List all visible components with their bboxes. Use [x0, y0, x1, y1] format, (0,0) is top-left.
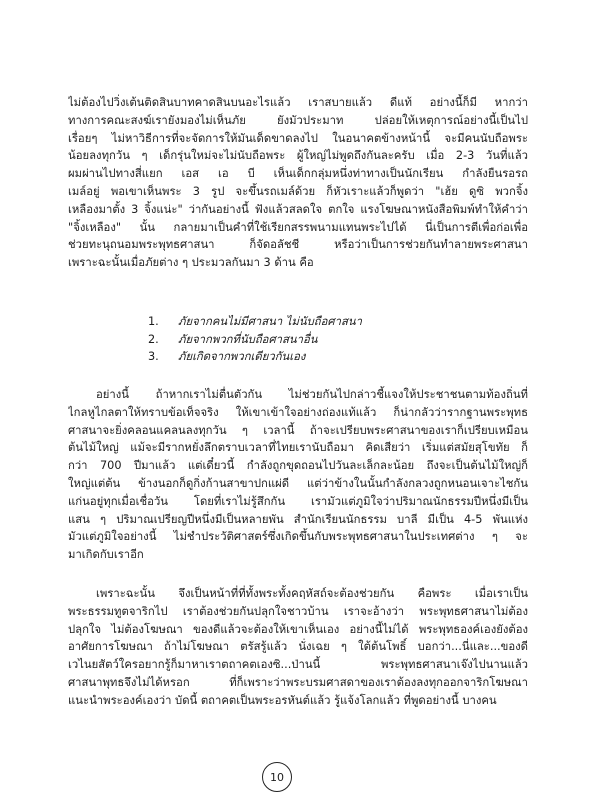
text-line: กว่า 700 ปีมาแล้ว แต่เดี๋ยวนี้ กำลังถูกขุดถอนไปวันละเล็กละน้อย ถึงจะเป็นต้นไม้ใหญ่ก็ — [68, 459, 528, 473]
text-line: แนะนำพระองค์เองว่า บัดนี้ ตถาคตเป็นพระอรหันต์แล้ว รู้แจ้งโลกแล้ว ที่พูดอย่างนี้ บางคน — [68, 693, 497, 707]
text-line: มาเกิดกับเราอีก — [68, 548, 144, 562]
text-line: ศาสนาจะยิ่งคลอนแคลนลงทุกวัน ๆ เวลานี้ ถ้าจะเปรียบพระศาสนาของเราก็เปรียบเหมือน — [68, 423, 528, 437]
list-item — [148, 313, 362, 331]
text-line: ทางการคณะสงฆ์เรายังมองไม่เห็นภัย ยังมัวประมาท ปล่อยให้เหตุการณ์อย่างนี้เป็นไป — [68, 113, 528, 127]
list-item-text: ภัยจากคนไม่มีศาสนา ไม่นับถือศาสนา — [178, 315, 362, 328]
text-line: พระธรรมทูตจาริกไป เราต้องช่วยกันปลุกใจชาวบ้าน เราจะอ้างว่า พระพุทธศาสนาไม่ต้อง — [68, 604, 528, 618]
threat-list — [148, 313, 362, 366]
paragraph-1 — [68, 94, 528, 272]
text-line: ปลุกใจ ไม่ต้องโฆษณา ของดีแล้วจะต้องให้เขาเห็นเอง อย่างนี้ไม่ได้ พระพุทธองค์เองยังต้อง — [68, 622, 528, 636]
list-item — [148, 331, 362, 349]
list-item-text: ภัยเกิดจากพวกเดียวกันเอง — [178, 350, 306, 364]
list-item-number: 2. — [148, 332, 159, 346]
text-line: แสน ๆ ปริมาณเปรียญปีหนึ่งมีเป็นหลายพัน สำนักเรียนนักธรรม บาลี มีเป็น 4-5 พันแห่ง — [68, 512, 528, 526]
text-line: เพราะฉะนั้นเมื่อภัยต่าง ๆ ประมวลกันมา 3 ด้าน คือ — [68, 256, 314, 270]
list-item — [148, 348, 362, 366]
list-item-number: 1. — [148, 315, 159, 328]
text-line: เรื่อยๆ ไม่หาวิธีการที่จะจัดการให้มันเด็ดขาดลงไป ในอนาคตข้างหน้านี้ จะมีคนนับถือพระ — [68, 131, 528, 145]
text-line: เพราะฉะนั้น จึงเป็นหน้าที่ที่ทั้งพระทั้งคฤหัสถ์จะต้องช่วยกัน คือพระ เมื่อเราเป็น — [96, 587, 528, 600]
text-line: เวไนยสัตว์ใครอยากรู้ก็มาหาเราตถาคตเองซิ...ป่านนี้ พระพุทธศาสนาเจ๊งไปนานแล้ว — [68, 658, 528, 672]
text-line: "จิ้งเหลือง" นั้น กลายมาเป็นคำที่ใช้เรียกสรรพนามแทนพระไปได้ นี่เป็นการตีเพื่อก่อเพื่อ — [68, 220, 528, 234]
paragraph-2 — [68, 386, 528, 564]
text-line: น้อยลงทุกวัน ๆ เด็กรุ่นใหม่จะไม่นับถือพระ ผู้ใหญ่ไม่พูดถึงกันละครับ เมื่อ 2-3 วันที่แล้ว — [68, 149, 528, 163]
text-line: ใหญ่แต่ต้น ข้างนอกก็ดูกิ่งก้านสาขาปกแผ่ดี แต่ว่าข้างในนั้นกำลังกลวงถูกหนอนเจาะไชกัน — [68, 476, 528, 490]
text-line: อาศัยการโฆษณา ถ้าไม่โฆษณา ตรัสรู้แล้ว นั่งเฉย ๆ ใต้ต้นโพธิ์ บอกว่า...นี่และ...ของดี — [68, 640, 528, 654]
text-line: มัวแต่ภูมิใจอย่างนี้ ไม่ชำประวัติศาสตร์ซึ่งเกิดขึ้นกับพระพุทธศาสนาในประเทศต่าง ๆ จะ — [68, 530, 528, 544]
text-line: ช่วยทะนุถนอมพระพุทธศาสนา ก็จัดอลัชชี หรือว่าเป็นการช่วยกันทำลายพระศาสนา — [68, 238, 528, 252]
list-item-text: ภัยจากพวกที่นับถือศาสนาอื่น — [178, 332, 318, 346]
text-line: แก่นอยู่ทุกเมื่อเชื่อวัน โดยที่เราไม่รู้สึกกัน เรามัวแต่ภูมิใจว่าปริมาณนักธรรมปีหนึ่งมีเป็น — [68, 494, 528, 508]
text-line: ต้นไม้ใหญ่ แม้จะมีรากหยั่งลึกตราบเวลาที่ไทยเรานับถือมา คิดเสียว่า เริ่มแต่สมัยสุโขทัย ก็ — [68, 441, 528, 455]
text-line: ศาสนาพุทธจึงไม่ได้หรอก ที่ก็เพราะว่าพระบรมศาสดาของเราต้องลงทุกออกจาริกโฆษณา — [68, 675, 528, 689]
text-line: ผมผ่านไปทางสี่แยก เอส เอ บี เห็นเด็กกลุ่มหนึ่งท่าทางเป็นนักเรียน กำลังยืนรอรถ — [68, 167, 528, 181]
paragraph-3 — [68, 585, 528, 710]
list-item-number: 3. — [148, 350, 159, 364]
text-line: เหลืองมาตั้ง 3 จิ้งแน่ะ" ว่ากันอย่างนี้ ฟังแล้วสลดใจ ตกใจ แรงโฆษณาหนังสือพิมพ์ทำให้คำว่า — [68, 202, 528, 216]
text-line: ไกลหูไกลตาให้ทราบข้อเท็จจริง ให้เขาเข้าใจอย่างถ่องแท้แล้ว ก็น่ากลัวว่ารากฐานพระพุทธ — [68, 405, 528, 419]
text-line: อย่างนี้ ถ้าหากเราไม่ตื่นตัวกัน ไม่ช่วยกันไปกล่าวชี้แจงให้ประชาชนตามท้องถิ่นที่ — [96, 388, 528, 401]
page-number: 10 — [262, 762, 292, 792]
text-line: เมล์อยู่ พอเขาเห็นพระ 3 รูป จะขึ้นรถเมล์ด้วย ก็หัวเราะแล้วก็พูดว่า "เฮ้ย ดูซิ พวกจิ้ง — [68, 184, 528, 198]
text-line: ไม่ต้องไปวิ่งเต้นติดสินบาทคาดสินบนอะไรแล้ว เราสบายแล้ว ดีแท้ อย่างนี้ก็มี หากว่า — [68, 96, 528, 109]
